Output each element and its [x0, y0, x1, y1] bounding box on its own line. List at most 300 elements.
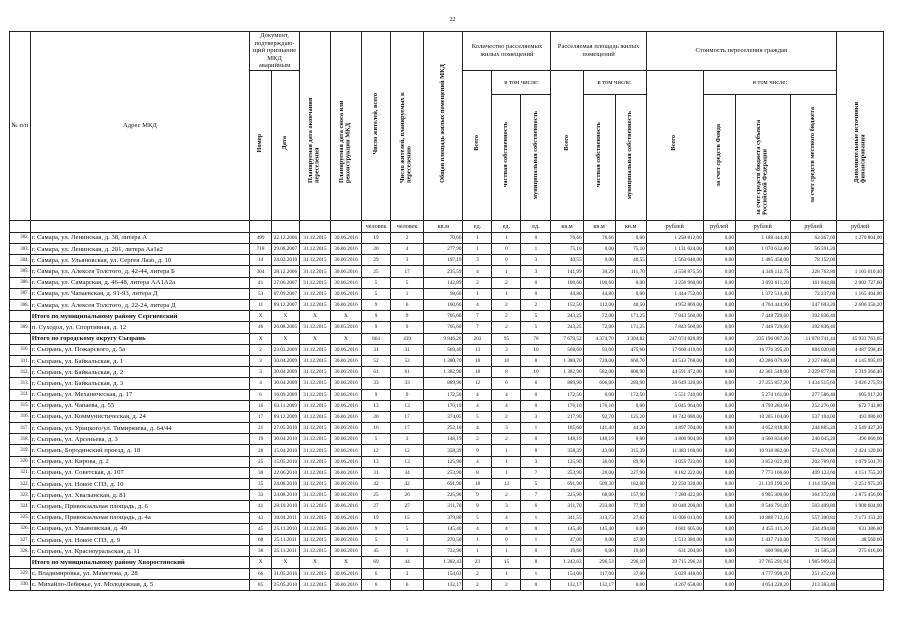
cell-res: 20 — [362, 244, 391, 255]
cell-a-t: 225,90 — [551, 490, 583, 501]
cell-a-p: 43,00 — [583, 445, 615, 456]
cell-c-l: 234 494,80 — [790, 523, 837, 534]
cell-r-m: 6 — [521, 501, 551, 512]
cell-date: 22.12.2006 — [271, 232, 299, 243]
cell-c-r: 16 776 395,20 — [735, 344, 790, 355]
cell-c-l: 244 885,20 — [790, 423, 837, 434]
cell-c-f: 0,00 — [703, 333, 735, 344]
cell-c-l: 213 383,40 — [790, 579, 837, 590]
cell-r-t: 4 — [463, 456, 492, 467]
col-area-group-header: Расселяемая площадь жилых помещений — [551, 32, 646, 71]
cell-c-l: 78 152,00 — [790, 255, 837, 266]
cell-end: 31.12.2015 — [299, 389, 330, 400]
cell-no: 304. — [10, 255, 31, 266]
cell-c-f: 0,00 — [703, 311, 735, 322]
cell-area: 705,60 — [424, 311, 463, 322]
col-doc-number-header: Номер — [250, 70, 272, 220]
cell-num: 25 — [250, 456, 272, 467]
cell-addr: Итого по муниципальному району Хворостянский — [30, 557, 250, 568]
cell-res: 9 — [362, 389, 391, 400]
cell-c-r: 10 888 712,16 — [735, 512, 790, 523]
cell-area: 142,89 — [424, 277, 463, 288]
subtotal-row — [10, 311, 884, 322]
cell-a-m: 157,90 — [615, 490, 646, 501]
cell-c-r: 9 546 791,00 — [735, 501, 790, 512]
cell-c-f: 0,00 — [703, 355, 735, 366]
cell-r-p: 1 — [492, 266, 521, 277]
cell-a-t: 154,00 — [551, 568, 583, 579]
cell-c-l: 56 591,20 — [790, 244, 837, 255]
table-row — [10, 490, 884, 501]
cell-c-t: 4 558 875,50 — [646, 266, 703, 277]
col-num-header: № п/п — [10, 32, 31, 221]
cell-a-m: 125,20 — [615, 411, 646, 422]
table-row — [10, 568, 884, 579]
cell-a-p: 26,00 — [583, 467, 615, 478]
cell-addr: г. Сызрань, ул. Арсеньева, д. 3 — [30, 434, 250, 445]
cell-addr: г. Сызрань, ул. Кирова, д. 2 — [30, 456, 250, 467]
col-rooms-total-header: Всего — [463, 70, 492, 220]
cell-end: 31.12.2015 — [299, 479, 330, 490]
cell-end: 31.12.2015 — [299, 546, 330, 557]
cell-num: 43 — [250, 512, 272, 523]
cell-r-m: 8 — [521, 355, 551, 366]
cell-r-m: 0 — [521, 389, 551, 400]
cell-r-m: 3 — [521, 411, 551, 422]
cell-r-m: 7 — [521, 467, 551, 478]
cell-r-t: 5 — [463, 411, 492, 422]
col-residents-planned-header: Число жителей, планируемых к переселению — [391, 32, 424, 221]
cell-c-x: 1 079 501,70 — [837, 456, 884, 467]
cell-no: 317. — [10, 423, 31, 434]
cell-c-r: 3 093 611,20 — [735, 277, 790, 288]
cell-addr: с. Владимировка, ул. Маметова, д. 28 — [30, 568, 250, 579]
cell-area: 1 380,70 — [424, 355, 463, 366]
cell-c-t: 11 006 013,00 — [646, 512, 703, 523]
cell-c-l: 392 836,40 — [790, 311, 837, 322]
cell-area: 311,70 — [424, 501, 463, 512]
cell-c-x: 2 549 427,20 — [837, 423, 884, 434]
cell-no: 320. — [10, 456, 31, 467]
cell-date: 15.05.2010 — [271, 456, 299, 467]
cell-c-t: 4 055 722,00 — [646, 456, 703, 467]
cell-c-r: 5 274 161,00 — [735, 389, 790, 400]
cell-c-x: 45 933 763,05 — [837, 333, 884, 344]
cell-a-m: 227,90 — [615, 467, 646, 478]
col-total-area-header: Общая площадь жилых помещений МКД — [424, 32, 463, 221]
cell-res: 13 — [362, 400, 391, 411]
unit-cell: кв.м — [583, 220, 615, 232]
cell-a-m: 283,90 — [615, 378, 646, 389]
cell-a-m: 800,90 — [615, 367, 646, 378]
subtotal-row — [10, 557, 884, 568]
cell-addr: г. Сызрань, Привокзальная площадь, д. 6 — [30, 501, 250, 512]
cell-dem: Х — [330, 557, 361, 568]
cell-num: 53 — [250, 288, 272, 299]
cell-no: 303. — [10, 244, 31, 255]
cell-dem: 30.06.2016 — [330, 400, 361, 411]
cell-dem: 30.06.2016 — [330, 300, 361, 311]
unit-cell: человек — [391, 220, 424, 232]
table-row — [10, 445, 884, 456]
cell-res: 13 — [362, 456, 391, 467]
cell-res: 31 — [362, 344, 391, 355]
cell-addr: г. Самара, ул. Ленинская, д. 38, литера А — [30, 232, 250, 243]
cell-r-m: 1 — [521, 244, 551, 255]
cell-c-f: 0,00 — [703, 456, 735, 467]
cell-num: 68 — [250, 534, 272, 545]
cell-a-t: 44,80 — [551, 288, 583, 299]
cell-dem: 30.06.2016 — [330, 378, 361, 389]
cell-r-p: 1 — [492, 568, 521, 579]
cell-dem: 30.06.2016 — [330, 512, 361, 523]
cell-area: 379,80 — [424, 512, 463, 523]
cell-dem: Х — [330, 333, 361, 344]
cell-c-l: 1 434 515,60 — [790, 378, 837, 389]
cell-c-x — [837, 311, 884, 322]
cell-a-t: 40,55 — [551, 255, 583, 266]
cell-r-t: 4 — [463, 523, 492, 534]
cell-r-p: 2 — [492, 322, 521, 333]
cell-end: 31.12.2015 — [299, 579, 330, 590]
cell-plan: 3 — [391, 434, 424, 445]
table-row — [10, 355, 884, 366]
cell-r-t: 3 — [463, 255, 492, 266]
cell-no: 321. — [10, 467, 31, 478]
cell-date: Х — [271, 557, 299, 568]
cell-end: 31.12.2015 — [299, 355, 330, 366]
cell-c-l: 1 114 356,80 — [790, 479, 837, 490]
cell-res: 25 — [362, 266, 391, 277]
cell-r-m: 6 — [521, 378, 551, 389]
cell-no: 307. — [10, 288, 31, 299]
cell-date: 24.02.2010 — [271, 255, 299, 266]
subtotal-row — [10, 333, 884, 344]
table-row — [10, 467, 884, 478]
cell-a-m: 0,00 — [615, 232, 646, 243]
cell-addr: г. Сызрань, ул. Урицкого/ул. Тимирязева, д. 64/44 — [30, 423, 250, 434]
cell-date: 30.04.2009 — [271, 378, 299, 389]
cell-a-t: 75,10 — [551, 244, 583, 255]
cell-area: 70,66 — [424, 232, 463, 243]
cell-no: 302. — [10, 232, 31, 243]
cell-c-t: 39 715 296,24 — [646, 557, 703, 568]
cell-date: 22.06.2010 — [271, 467, 299, 478]
cell-c-t: 10 742 080,00 — [646, 411, 703, 422]
cell-dem: 30.06.2016 — [330, 490, 361, 501]
cell-end: 31.12.2015 — [299, 266, 330, 277]
cell-a-p: 93,00 — [583, 344, 615, 355]
cell-a-t: 243,25 — [551, 322, 583, 333]
cell-r-p: 6 — [492, 378, 521, 389]
cell-dem: 30.06.2016 — [330, 445, 361, 456]
cell-a-p: 4 374,70 — [583, 333, 615, 344]
cell-a-t: 47,00 — [551, 534, 583, 545]
cell-date: 25.11.2011 — [271, 534, 299, 545]
cell-r-p: 2 — [492, 277, 521, 288]
cell-dem: 30.06.2016 — [330, 423, 361, 434]
cell-a-p: 72,00 — [583, 311, 615, 322]
unit-cell: ед. — [463, 220, 492, 232]
cell-addr: г. Сызрань, ул. Ульяновская, д. 49 — [30, 523, 250, 534]
cell-num: Х — [250, 311, 272, 322]
cell-dem: 30.06.2016 — [330, 266, 361, 277]
cell-c-x: 2 251 975,20 — [837, 479, 884, 490]
cell-area: 235,59 — [424, 266, 463, 277]
cell-addr: г. Сызрань, ул. Коммунистическая, д. 24 — [30, 411, 250, 422]
cell-a-t: 172,50 — [551, 389, 583, 400]
cell-c-l: 252 276,00 — [790, 400, 837, 411]
cell-c-f: 0,00 — [703, 344, 735, 355]
cell-res: 9 — [362, 311, 391, 322]
cell-r-t: 2 — [463, 579, 492, 590]
cell-r-m: 3 — [521, 266, 551, 277]
cell-date: 16.09.2009 — [271, 389, 299, 400]
cell-res: 19 — [362, 512, 391, 523]
cell-no: 305. — [10, 266, 31, 277]
cell-r-p: 3 — [492, 344, 521, 355]
cell-dem: Х — [330, 311, 361, 322]
cell-c-f: 0,00 — [703, 378, 735, 389]
cell-date: 03.11.2009 — [271, 400, 299, 411]
cell-c-r: 1 188 444,40 — [735, 232, 790, 243]
cell-area: 1 382,43 — [424, 557, 463, 568]
cell-end: 31.12.2015 — [299, 568, 330, 579]
cell-c-f: 0,00 — [703, 411, 735, 422]
cell-num: 16 — [250, 400, 272, 411]
cell-dem: 30.06.2016 — [330, 434, 361, 445]
cell-c-r: 6 905 300,00 — [735, 490, 790, 501]
cell-r-p: 2 — [492, 311, 521, 322]
cell-a-m: 0,00 — [615, 579, 646, 590]
cell-a-t: 217,90 — [551, 411, 583, 422]
cell-plan: 13 — [391, 400, 424, 411]
cell-r-t: 18 — [463, 367, 492, 378]
cell-no — [10, 311, 31, 322]
cell-plan: 27 — [391, 501, 424, 512]
cell-c-r: 10 205 104,00 — [735, 411, 790, 422]
cell-c-l: 240 045,20 — [790, 434, 837, 445]
cell-area: 1 382,90 — [424, 367, 463, 378]
cell-no: 329. — [10, 568, 31, 579]
cell-r-p: 8 — [492, 367, 521, 378]
cell-no: 311. — [10, 355, 31, 366]
col-cost-incl-header: в том числе: — [703, 70, 837, 94]
cell-r-m: 10 — [521, 367, 551, 378]
cell-no — [10, 557, 31, 568]
cell-r-m: 1 — [521, 568, 551, 579]
cell-res: 12 — [362, 445, 391, 456]
cell-a-m: 40,55 — [615, 255, 646, 266]
cell-a-m: 75,10 — [615, 244, 646, 255]
cell-a-p: 720,00 — [583, 355, 615, 366]
cell-c-l: 2 227 688,40 — [790, 355, 837, 366]
cell-plan: 33 — [391, 378, 424, 389]
cell-r-t: 1 — [463, 546, 492, 557]
cell-r-p: 0 — [492, 255, 521, 266]
cell-a-t: 185,60 — [551, 423, 583, 434]
cell-res: 9 — [362, 300, 391, 311]
cell-area: 722,90 — [424, 546, 463, 557]
cell-c-t: 4 952 869,00 — [646, 300, 703, 311]
cell-r-p: 3 — [492, 501, 521, 512]
cell-num: 14 — [250, 255, 272, 266]
cell-a-m: 37,00 — [615, 568, 646, 579]
cell-c-t: 4 267 658,00 — [646, 579, 703, 590]
cell-c-t: 4 897 704,00 — [646, 423, 703, 434]
cell-end: 31.12.2015 — [299, 467, 330, 478]
cell-res: 9 — [362, 322, 391, 333]
cell-end: 31.12.2015 — [299, 445, 330, 456]
cell-r-p: 2 — [492, 434, 521, 445]
cell-c-r: 7 448 729,60 — [735, 322, 790, 333]
cell-a-t: 358,39 — [551, 445, 583, 456]
table-row — [10, 255, 884, 266]
cell-dem: 30.06.2016 — [330, 579, 361, 590]
cell-r-p: 2 — [492, 411, 521, 422]
cell-a-m: 0,00 — [615, 288, 646, 299]
cell-res: 45 — [362, 546, 391, 557]
cell-r-p: 1 — [492, 546, 521, 557]
cell-c-t: 17 660 416,00 — [646, 344, 703, 355]
cell-c-r: 1 070 632,80 — [735, 244, 790, 255]
cell-res: 6 — [362, 579, 391, 590]
cell-c-l: 202 789,60 — [790, 456, 837, 467]
col-area-incl-header: в том числе: — [583, 70, 646, 94]
cell-addr: г. Самара, ул. Чапаевская, д. 91-93, литера Д — [30, 288, 250, 299]
cell-c-x: 2 002 727,60 — [837, 277, 884, 288]
cell-r-p: 4 — [492, 523, 521, 534]
cell-num: 304 — [250, 266, 272, 277]
cell-c-t: 4 800 904,00 — [646, 434, 703, 445]
cell-a-p: 0,00 — [583, 546, 615, 557]
cell-c-t: 8 182 222,00 — [646, 467, 703, 478]
cell-c-r: 4 777 998,20 — [735, 568, 790, 579]
unit-cell: рублей — [646, 220, 703, 232]
cell-no: 322. — [10, 479, 31, 490]
cell-c-t: 28 649 320,00 — [646, 378, 703, 389]
cell-a-m: 0,00 — [615, 523, 646, 534]
cell-area: 705,60 — [424, 322, 463, 333]
cell-area: 132,17 — [424, 579, 463, 590]
cell-c-r: 4 704 444,90 — [735, 300, 790, 311]
cell-addr: г. Самара, ул. Алексея Толстого, д. 42-44, литера Б — [30, 266, 250, 277]
cell-a-t: 132,17 — [551, 579, 583, 590]
table-row — [10, 579, 884, 590]
table-row — [10, 456, 884, 467]
cell-res: 33 — [362, 378, 391, 389]
cell-r-t: 9 — [463, 490, 492, 501]
cell-dem: 30.06.2016 — [330, 367, 361, 378]
cell-a-t: 19,60 — [551, 546, 583, 557]
col-cost-total-header: Всего — [646, 70, 703, 220]
cell-addr: Итого по муниципальному району Сергиевский — [30, 311, 250, 322]
cell-c-l: 228 762,80 — [790, 266, 837, 277]
cell-r-m: 3 — [521, 456, 551, 467]
cell-num: 33 — [250, 490, 272, 501]
cell-r-p: 1 — [492, 445, 521, 456]
cell-c-f: 0,00 — [703, 467, 735, 478]
cell-a-m: 89,90 — [615, 456, 646, 467]
cell-res: 9 — [362, 523, 391, 534]
cell-c-x: 496 066,00 — [837, 434, 884, 445]
col-cost-region-header: за счет средств бюджета субъекта Российской Федерации — [735, 94, 790, 220]
cell-c-l: 31 585,20 — [790, 546, 837, 557]
cell-a-m: 3 304,82 — [615, 333, 646, 344]
cell-no: 325. — [10, 512, 31, 523]
cell-c-x — [837, 322, 884, 333]
cell-c-f: 0,00 — [703, 445, 735, 456]
cell-area: 172,50 — [424, 389, 463, 400]
cell-c-x: 631 386,00 — [837, 523, 884, 534]
cell-end: 31.12.2015 — [299, 400, 330, 411]
cell-res: 69 — [362, 557, 391, 568]
cell-res: 31 — [362, 467, 391, 478]
cell-plan: 2 — [391, 232, 424, 243]
cell-a-m: 19,60 — [615, 546, 646, 557]
cell-a-p: 145,40 — [583, 523, 615, 534]
cell-res: 5 — [362, 288, 391, 299]
table-row — [10, 400, 884, 411]
cell-a-m: 171,25 — [615, 322, 646, 333]
cell-c-f: 0,00 — [703, 557, 735, 568]
cell-c-x: 4 151 755,20 — [837, 467, 884, 478]
cell-area: 253,90 — [424, 467, 463, 478]
cell-c-l: 537 104,00 — [790, 411, 837, 422]
cell-c-x — [837, 244, 884, 255]
cell-c-l: 247 603,20 — [790, 300, 837, 311]
cell-c-l: 161 844,80 — [790, 277, 837, 288]
cell-res: 52 — [362, 355, 391, 366]
cell-a-t: 691,90 — [551, 479, 583, 490]
cell-c-l: 75 769,00 — [790, 534, 837, 545]
cell-c-x: 1 900 604,00 — [837, 501, 884, 512]
cell-c-f: 0,00 — [703, 490, 735, 501]
cell-r-t: 7 — [463, 311, 492, 322]
table-row — [10, 232, 884, 243]
cell-a-p: 92,70 — [583, 411, 615, 422]
cell-date: 25.11.2010 — [271, 523, 299, 534]
cell-c-l: 62 367,60 — [790, 232, 837, 243]
cell-no: 315. — [10, 400, 31, 411]
cell-a-m: 296,10 — [615, 557, 646, 568]
cell-num: 718 — [250, 244, 272, 255]
cell-c-t: 44 513 768,00 — [646, 355, 703, 366]
cell-a-p: 509,30 — [583, 479, 615, 490]
cell-c-t: 10 040 200,00 — [646, 501, 703, 512]
cell-addr: г. Сызрань, ул. Чапаева, д. 55 — [30, 400, 250, 411]
cell-a-p: 582,00 — [583, 367, 615, 378]
cell-area: 270,50 — [424, 534, 463, 545]
cell-a-p: 0,00 — [583, 255, 615, 266]
cell-a-m: 475,60 — [615, 344, 646, 355]
cell-r-t: 7 — [463, 322, 492, 333]
cell-num: 3 — [250, 355, 272, 366]
col-address-header: Адрес МКД — [30, 32, 250, 221]
cell-r-t: 23 — [463, 557, 492, 568]
cell-num: 4 — [250, 378, 272, 389]
cell-a-p: 36,00 — [583, 456, 615, 467]
cell-plan: 61 — [391, 367, 424, 378]
cell-a-p: 141,40 — [583, 423, 615, 434]
unit-cell: ед. — [521, 220, 551, 232]
cell-c-l: 557 300,84 — [790, 512, 837, 523]
col-doc-date-header: Дата — [271, 70, 299, 220]
cell-addr: г. Самара, ул. Ленинская, д. 201, литера Аа1а2 — [30, 244, 250, 255]
cell-end: 31.12.2015 — [299, 322, 330, 333]
cell-r-p: 4 — [492, 512, 521, 523]
cell-c-t: 1 250 812,00 — [646, 232, 703, 243]
